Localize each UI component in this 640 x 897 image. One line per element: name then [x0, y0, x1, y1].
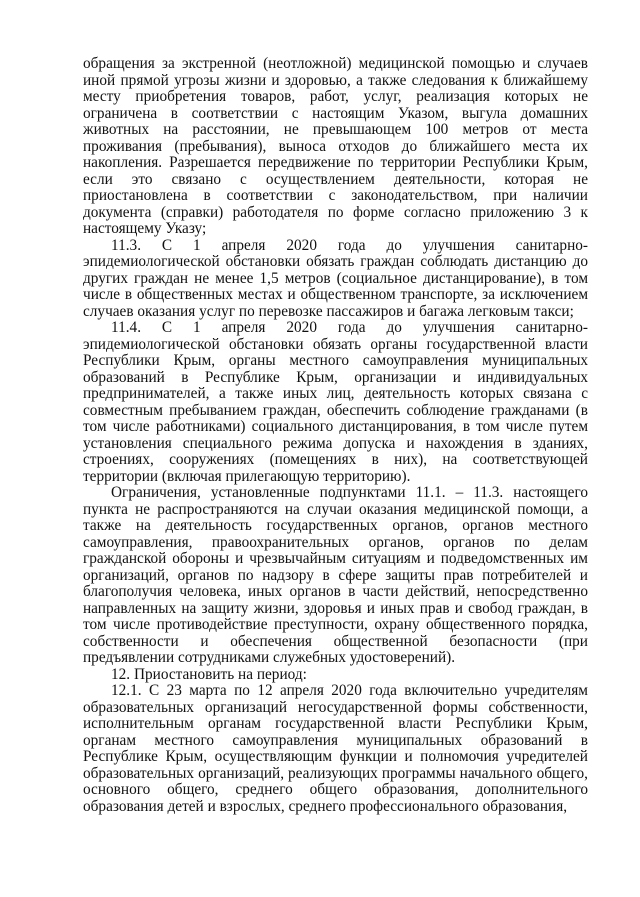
- document-body: [83, 56, 588, 815]
- paragraph-11-3: 11.3. С 1 апреля 2020 года до улучшения санитарно-эпидемиологической обстановки обязать граждан соблюдать дистанцию до других граждан не менее 1,5 метров (социальное дистанцирование), в том числе в общественных местах и общественном транспорте, за исключением случаев оказания услуг по перевозке пассажиров и багажа легковым такси;: [83, 236, 588, 320]
- paragraph-12-1: 12.1. С 23 марта по 12 апреля 2020 года включительно учредителям образовательных организаций негосударственной формы собственности, исполнительным органам государственной власти Республики Крым, органам местного самоуправления муниципальных образований в Республике Крым, осуществляющим функции и полномочия учредителей образовательных организаций, реализующих программы начального общего, основного общего, среднего общего образования, дополнительного образования детей и взрослых, среднего профессионального образования,: [83, 682, 588, 815]
- paragraph-12: 12. Приостановить на период:: [111, 665, 307, 683]
- paragraph-1: обращения за экстренной (неотложной) медицинской помощью и случаев иной прямой угрозы жизни и здоровью, а также следования к ближайшему месту приобретения товаров, работ, услуг, реализация которых не ограничена в соответствии с настоящим Указом, выгула домашних животных на расстоянии, не превышающем 100 метров от места проживания (пребывания), выноса отходов до ближайшего места их накопления. Разрешается передвижение по территории Республики Крым, если это связано с осуществлением деятельности, которая не приостановлена в соответствии с законодательством, при наличии документа (справки) работодателя по форме согласно приложению 3 к настоящему Указу;: [83, 55, 588, 237]
- paragraph-restrictions: Ограничения, установленные подпунктами 11.1. – 11.3. настоящего пункта не распространяются на случаи оказания медицинской помощи, а также на деятельность государственных органов, органов местного самоуправления, правоохранительных органов, органов по делам гражданской обороны и чрезвычайным ситуациям и подведомственных им организаций, органов по надзору в сфере защиты прав потребителей и благополучия человека, иных органов в части действий, непосредственно направленных на защиту жизни, здоровья и иных прав и свобод граждан, в том числе противодействие преступности, охрану общественного порядка, собственности и обеспечения общественной безопасности (при предъявлении сотрудниками служебных удостоверений).: [83, 484, 588, 666]
- paragraph-11-4: 11.4. С 1 апреля 2020 года до улучшения санитарно-эпидемиологической обстановки обязать органы государственной власти Республики Крым, органы местного самоуправления муниципальных образований в Республике Крым, организации и индивидуальных предпринимателей, а также иных лиц, деятельность которых связана с совместным пребыванием граждан, обеспечить соблюдение гражданами (в том числе работниками) социального дистанцирования, в том числе путем установления специального режима допуска и нахождения в зданиях, строениях, сооружениях (помещениях в них), на соответствующей территории (включая прилегающую территорию).: [83, 319, 588, 485]
